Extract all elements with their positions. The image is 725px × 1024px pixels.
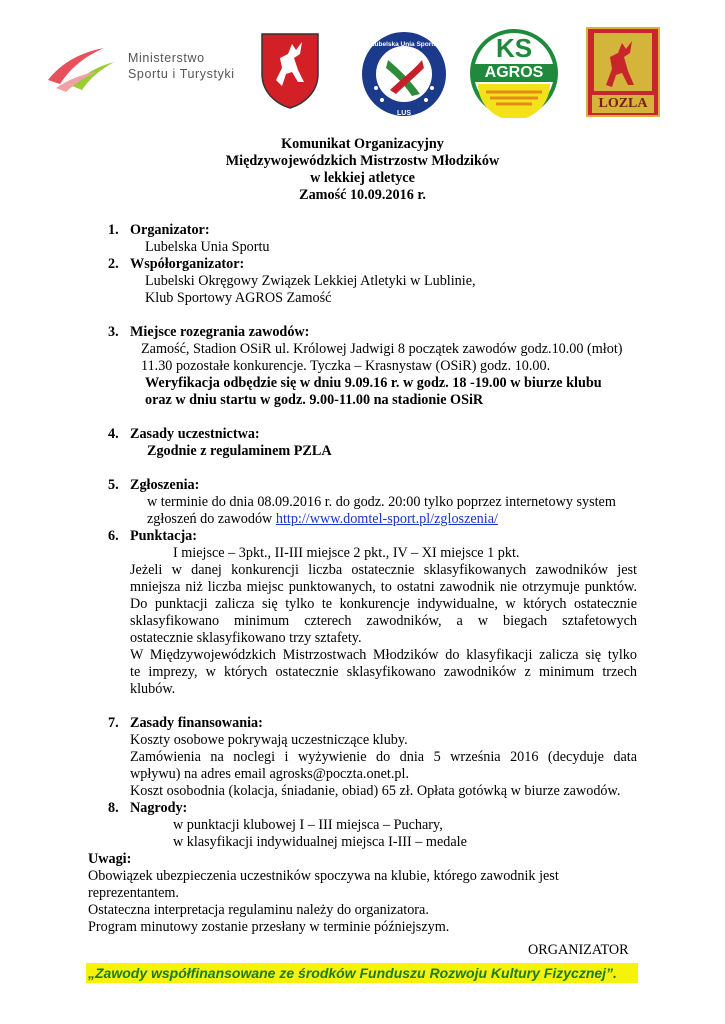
section-8-number: 8. — [108, 800, 119, 816]
agros-text: AGROS — [484, 64, 544, 81]
section-5-line-2 — [147, 511, 498, 529]
section-5-heading: Zgłoszenia: — [130, 477, 200, 493]
deer-crest-icon — [258, 30, 322, 110]
lozla-logo — [586, 27, 660, 117]
ministry-logo — [42, 40, 242, 92]
notes-line-4: Program minutowy zostanie przesłany w terminie późniejszym. — [88, 919, 450, 935]
section-8-line-2: w klasyfikacji indywidualnej miejsca I-III – medale — [173, 834, 467, 850]
notes-line-2: reprezentantem. — [88, 885, 179, 901]
ministry-swoosh-icon — [42, 40, 122, 92]
section-5-number: 5. — [108, 477, 119, 493]
section-6-paragraph-8: klubów. — [130, 681, 176, 697]
organizer-signature: ORGANIZATOR — [528, 942, 629, 958]
section-7-heading: Zasady finansowania: — [130, 715, 263, 731]
section-5-line-2-text: zgłoszeń do zawodów — [147, 511, 273, 527]
title-line-4: Zamość 10.09.2016 r. — [299, 187, 426, 203]
ks-text: KS — [495, 33, 533, 63]
section-6-paragraph-2: mniejsza niż liczba miejsc punktowanych, to ostatni zawodnik nie otrzymuje punktów. — [130, 579, 637, 595]
section-6-paragraph-7: te imprezy, w których ostatecznie sklasyfikowano zawodników z minimum trzech — [130, 664, 637, 680]
section-7-line-4: Koszt osobodnia (kolacja, śniadanie, obiad) 65 zł. Opłata gotówką w biurze zawodów. — [130, 783, 621, 799]
notes-line-1: Obowiązek ubezpieczenia uczestników spoczywa na klubie, którego zawodnik jest — [88, 868, 559, 884]
lozla-text: LOZLA — [598, 96, 648, 111]
section-6-paragraph-6: W Międzywojewódzkich Mistrzostwach Młodzików do klasyfikacji zalicza się tylko — [130, 647, 637, 663]
section-7-number: 7. — [108, 715, 119, 731]
section-7-line-2: Zamówienia na noclegi i wyżywienie do dnia 5 września 2016 (decyduje data — [130, 749, 637, 765]
section-6-points: I miejsce – 3pkt., II-III miejsce 2 pkt., IV – XI miejsce 1 pkt. — [173, 545, 520, 561]
section-4-text: Zgodnie z regulaminem PZLA — [147, 443, 332, 459]
registration-link[interactable]: http://www.domtel-sport.pl/zgloszenia/ — [275, 511, 498, 527]
section-2-number: 2. — [108, 256, 119, 272]
lus-top-text: Lubelska Unia Sportu — [370, 41, 438, 48]
section-5-line-1: w terminie do dnia 08.09.2016 r. do godz. 20:00 tylko poprzez internetowy system — [147, 494, 616, 510]
section-3-heading: Miejsce rozegrania zawodów: — [130, 324, 310, 340]
section-1-number: 1. — [108, 222, 119, 238]
section-3-verification-1: Weryfikacja odbędzie się w dniu 9.09.16 r. w godz. 18 -19.00 w biurze klubu — [145, 375, 602, 391]
section-6-heading: Punktacja: — [130, 528, 197, 544]
lublin-crest-logo — [258, 30, 322, 110]
section-3-line-2: 11.30 pozostałe konkurencje. Tyczka – Krasnystaw (OSiR) godz. 10.00. — [141, 358, 551, 374]
title-line-2: Międzywojewódzkich Mistrzostw Młodzików — [225, 153, 500, 169]
section-8-line-1: w punktacji klubowej I – III miejsca – Puchary, — [173, 817, 443, 833]
section-6-paragraph-3: Do punktacji zalicza się tylko te konkurencje indywidualne, w których ostatecznie — [130, 596, 637, 612]
section-4-number: 4. — [108, 426, 119, 442]
ks-agros-logo — [466, 28, 562, 118]
section-7-line-1: Koszty osobowe pokrywają uczestniczące kluby. — [130, 732, 408, 748]
lus-logo — [360, 30, 448, 118]
section-6-paragraph-1: Jeżeli w danej konkurencji liczba ostatecznie sklasyfikowanych zawodników jest — [130, 562, 637, 578]
lus-bottom-text: LUS — [397, 110, 411, 117]
section-1-text: Lubelska Unia Sportu — [145, 239, 270, 255]
section-8-heading: Nagrody: — [130, 800, 188, 816]
section-4-heading: Zasady uczestnictwa: — [130, 426, 260, 442]
section-1-heading: Organizator: — [130, 222, 210, 238]
notes-line-3: Ostateczna interpretacja regulaminu należy do organizatora. — [88, 902, 429, 918]
ministry-name-line1: Ministerstwo — [128, 51, 205, 65]
section-6-paragraph-4: sklasyfikowano minimum czterech zawodników, a w biegach sztafetowych — [130, 613, 637, 629]
section-3-verification-2: oraz w dniu startu w godz. 9.00-11.00 na stadionie OSiR — [145, 392, 484, 408]
section-7-line-3: wpływu) na adres email agrosks@poczta.onet.pl. — [130, 766, 409, 782]
section-3-number: 3. — [108, 324, 119, 340]
ministry-name-line2: Sportu i Turystyki — [128, 67, 235, 81]
section-6-number: 6. — [108, 528, 119, 544]
ministry-name — [128, 50, 235, 82]
section-2-text-1: Lubelski Okręgowy Związek Lekkiej Atletyki w Lublinie, — [145, 273, 476, 289]
section-6-paragraph-5: ostatecznie sklasyfikowano trzy sztafety. — [130, 630, 362, 646]
title-line-3: w lekkiej atletyce — [310, 170, 415, 186]
section-3-line-1: Zamość, Stadion OSiR ul. Królowej Jadwigi 8 początek zawodów godz.10.00 (młot) — [141, 341, 623, 357]
notes-heading: Uwagi: — [88, 851, 132, 867]
section-2-heading: Współorganizator: — [130, 256, 245, 272]
title-line-1: Komunikat Organizacyjny — [281, 136, 444, 152]
section-2-text-2: Klub Sportowy AGROS Zamość — [145, 290, 332, 306]
funding-note: „Zawody współfinansowane ze środków Funduszu Rozwoju Kultury Fizycznej”. — [86, 963, 638, 983]
